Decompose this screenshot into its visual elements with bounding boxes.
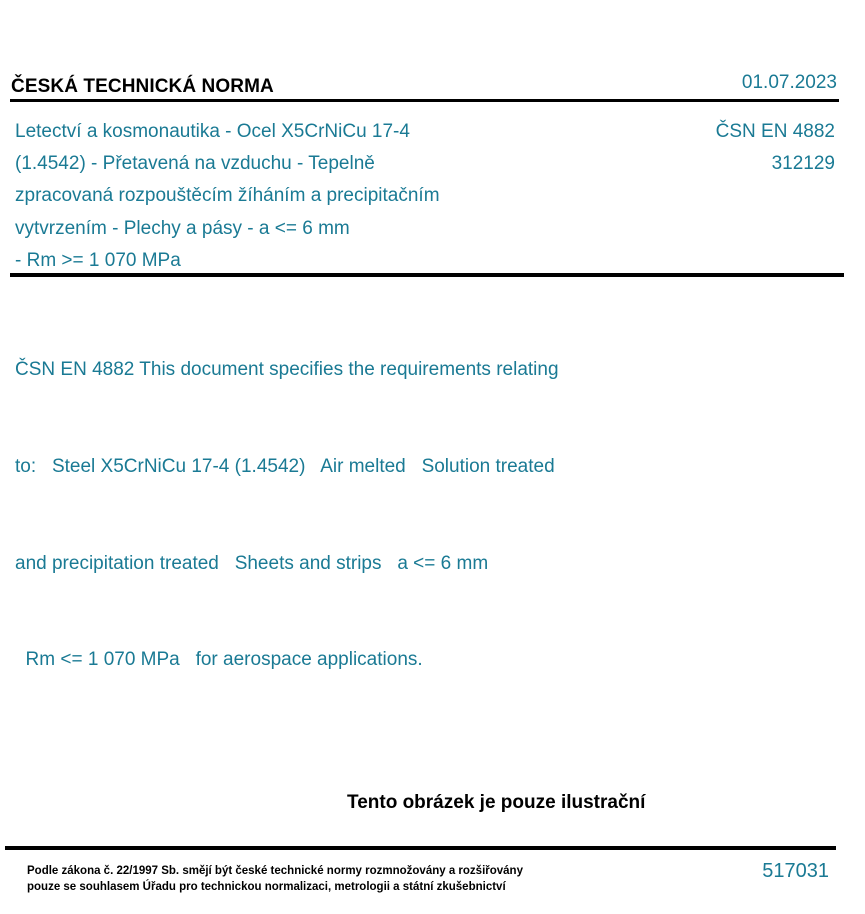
abstract-line: ČSN EN 4882 This document specifies the requirements relating	[15, 359, 559, 381]
document-number: 517031	[762, 860, 829, 882]
norm-label: ČESKÁ TECHNICKÁ NORMA	[11, 76, 274, 97]
class-number: 312129	[771, 153, 835, 175]
czech-title-line: zpracovaná rozpouštěcím žíháním a precipitačním	[15, 185, 440, 207]
czech-title-line: vytvrzením - Plechy a pásy - a <= 6 mm	[15, 217, 350, 239]
czech-title	[15, 116, 575, 277]
illustration-notice: Tento obrázek je pouze ilustrační	[347, 792, 646, 813]
standard-code: ČSN EN 4882	[715, 121, 835, 142]
footer-divider	[5, 846, 836, 850]
legal-notice	[27, 863, 523, 895]
legal-line: Podle zákona č. 22/1997 Sb. smějí být české technické normy rozmnožovány a rozšiřovány	[27, 865, 523, 877]
abstract-line: to: Steel X5CrNiCu 17-4 (1.4542) Air melted Solution treated	[15, 456, 555, 478]
standard-identifier	[716, 116, 835, 180]
czech-title-line: - Rm >= 1 070 MPa	[15, 249, 181, 271]
publication-date: 01.07.2023	[741, 72, 837, 93]
legal-line: pouze se souhlasem Úřadu pro technickou normalizaci, metrologii a státní zkušebnictví	[27, 881, 506, 893]
abstract-line: and precipitation treated Sheets and strips a <= 6 mm	[15, 552, 489, 574]
czech-title-line: Letectví a kosmonautika - Ocel X5CrNiCu 17-4	[15, 121, 410, 142]
title-divider	[10, 273, 844, 277]
czech-title-line: (1.4542) - Přetavená na vzduchu - Tepelně	[15, 153, 375, 175]
abstract	[15, 290, 559, 709]
header-divider	[10, 99, 839, 102]
abstract-line: Rm <= 1 070 MPa for aerospace applications.	[15, 649, 423, 671]
